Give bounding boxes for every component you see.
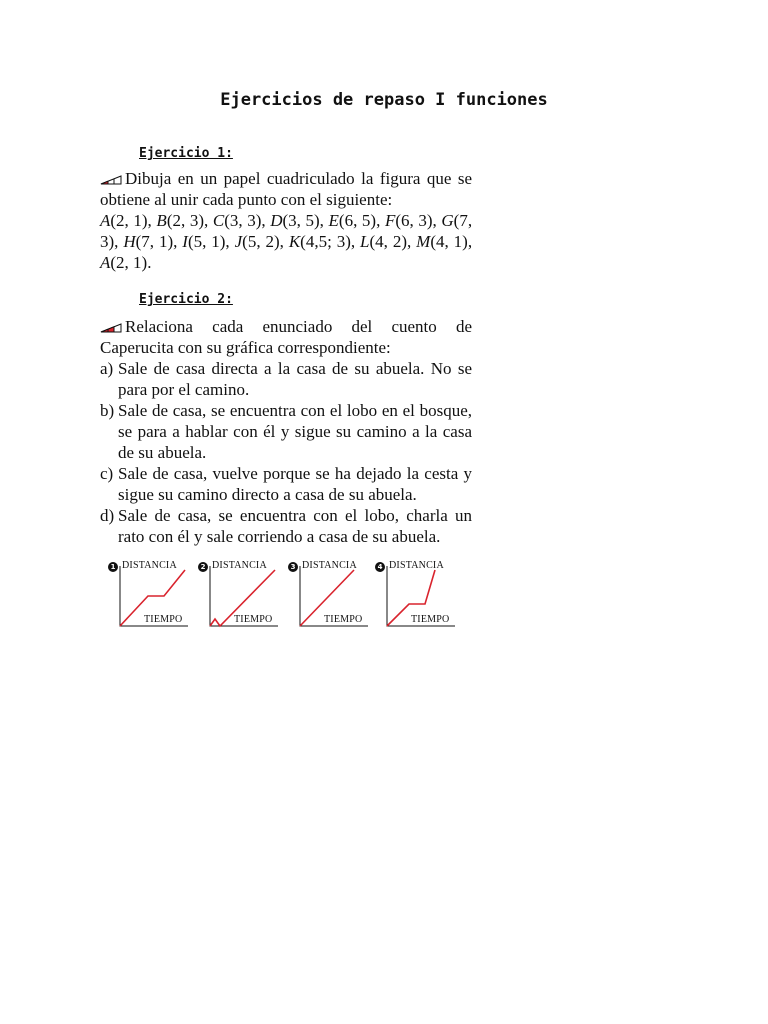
graph-4 (375, 560, 465, 630)
point-name: B (156, 211, 167, 230)
exercise-2-heading: Ejercicio 2: (139, 292, 233, 307)
point-name: G (441, 211, 454, 230)
statement-text: Sale de casa, se encuentra con el lobo en el bosque, se para a hablar con él y sigue su camino a la casa de su abuela. (118, 401, 472, 462)
point-list (100, 210, 472, 273)
statement-c (100, 463, 472, 505)
point-value: (4, 1), (430, 232, 473, 251)
point-value: (5, 1), (187, 232, 230, 251)
point-coordinate (235, 232, 284, 251)
exercise-1-statement: Dibuja en un papel cuadriculado la figura que se obtiene al unir cada punto con el siguiente: (100, 169, 472, 209)
statement-label: d) (100, 506, 115, 525)
point-value: (2, 1). (110, 253, 152, 272)
difficulty-level-icon (100, 323, 122, 333)
statement-text: Sale de casa directa a la casa de su abuela. No se para por el camino. (118, 359, 472, 399)
graph-y-label: DISTANCIA (302, 560, 357, 571)
point-coordinate (416, 232, 472, 251)
point-name: K (288, 232, 301, 251)
statement-label: c) (100, 464, 114, 483)
graph-x-label: TIEMPO (144, 614, 183, 625)
graph-x-label: TIEMPO (411, 614, 450, 625)
point-coordinate (100, 253, 151, 272)
point-coordinate (360, 232, 411, 251)
point-value: (4,5; 3), (300, 232, 356, 251)
difficulty-level-icon (100, 175, 122, 185)
point-value: (6, 5), (338, 211, 381, 230)
page-title: Ejercicios de repaso I funciones (220, 90, 548, 110)
point-value: (2, 3), (166, 211, 209, 230)
point-coordinate (182, 232, 229, 251)
statement-a (100, 358, 472, 400)
point-coordinate (123, 232, 177, 251)
point-name: H (123, 232, 136, 251)
point-name: M (416, 232, 431, 251)
point-name: A (100, 253, 111, 272)
distance-time-graphs (108, 560, 468, 632)
point-coordinate (329, 211, 381, 230)
point-value: (7, 1), (135, 232, 178, 251)
point-name: C (212, 211, 225, 230)
graph-3 (288, 560, 378, 630)
statement-label: b) (100, 401, 115, 420)
point-coordinate (270, 211, 324, 230)
exercise-2-body (100, 316, 472, 547)
point-name: L (360, 232, 370, 251)
statement-text: Sale de casa, se encuentra con el lobo, charla un rato con él y sale corriendo a casa de su abuela. (118, 506, 472, 546)
point-name: I (182, 232, 188, 251)
graph-x-label: TIEMPO (324, 614, 363, 625)
exercise-1-body (100, 168, 472, 273)
exercise-1-heading: Ejercicio 1: (139, 146, 233, 161)
point-value: (7, 3), (100, 211, 473, 251)
point-coordinate (213, 211, 266, 230)
statement-text: Sale de casa, vuelve porque se ha dejado la cesta y sigue su camino directo a casa de su abuela. (118, 464, 472, 504)
point-name: F (384, 211, 396, 230)
point-coordinate (100, 211, 152, 230)
graph-number: 2 (198, 562, 208, 572)
point-coordinate (156, 211, 208, 230)
graph-y-label: DISTANCIA (212, 560, 267, 571)
point-value: (6, 3), (395, 211, 437, 230)
point-value: (3, 3), (224, 211, 266, 230)
point-coordinate (289, 232, 355, 251)
point-name: D (270, 211, 283, 230)
point-name: J (234, 232, 243, 251)
statement-d (100, 505, 472, 547)
graph-2 (198, 560, 288, 630)
point-name: E (328, 211, 339, 230)
graph-number: 4 (375, 562, 385, 572)
graph-x-label: TIEMPO (234, 614, 273, 625)
point-value: (2, 1), (110, 211, 152, 230)
statement-b (100, 400, 472, 463)
point-coordinate (385, 211, 437, 230)
exercise-2-statement: Relaciona cada enunciado del cuento de Caperucita con su gráfica correspondiente: (100, 317, 472, 357)
statement-label: a) (100, 359, 114, 378)
point-value: (4, 2), (369, 232, 412, 251)
graph-number: 3 (288, 562, 298, 572)
graph-number: 1 (108, 562, 118, 572)
point-value: (5, 2), (242, 232, 284, 251)
graph-y-label: DISTANCIA (122, 560, 177, 571)
graph-1 (108, 560, 198, 630)
point-name: A (100, 211, 111, 230)
point-value: (3, 5), (282, 211, 324, 230)
graph-y-label: DISTANCIA (389, 560, 444, 571)
